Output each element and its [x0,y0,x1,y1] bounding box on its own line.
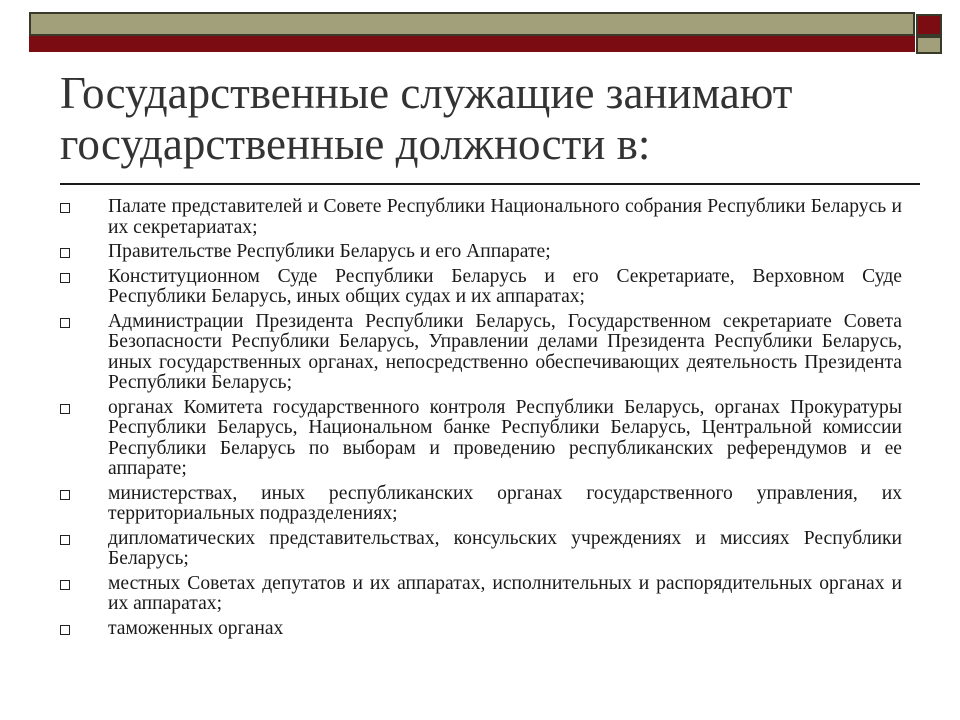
hollow-square-bullet-icon [60,580,70,590]
hollow-square-bullet-icon [60,625,70,635]
hollow-square-bullet-icon [60,203,70,213]
list-item-text: местных Советах депутатов и их аппаратах, исполнительных и распорядительных органах и их аппаратах; [108,572,902,614]
header-decoration-bar [29,12,915,52]
header-olive-stripe [29,12,915,36]
list-item [60,398,902,480]
slide-title: Государственные служащие занимают государственные должности в: [60,68,793,169]
title-divider [60,183,920,185]
list-item [60,197,902,238]
list-item [60,619,902,640]
list-item-text: дипломатических представительствах, консульских учреждениях и миссиях Республики Беларусь; [108,527,902,569]
list-item [60,484,902,525]
list-item [60,242,902,263]
hollow-square-bullet-icon [60,273,70,283]
list-item-text: Администрации Президента Республики Беларусь, Государственном секретариате Совета Безопасности Республики Беларусь, Управлении делами Президента Республики Беларусь, иных государственных органах, непосредственно обеспечивающих деятельность Президента Республики Беларусь; [108,310,902,393]
hollow-square-bullet-icon [60,318,70,328]
list-item-text: министерствах, иных республиканских органах государственного управления, их территориальных подразделениях; [108,482,902,524]
list-item [60,267,902,308]
hollow-square-bullet-icon [60,490,70,500]
corner-square-red [916,14,942,36]
list-item-text: Правительстве Республики Беларусь и его Аппарате; [108,241,551,262]
bullet-list [60,197,902,643]
list-item-text: Палате представителей и Совете Республики Национального собрания Республики Беларусь и их секретариатах; [108,196,902,238]
hollow-square-bullet-icon [60,248,70,258]
list-item-text: Конституционном Суде Республики Беларусь и его Секретариате, Верховном Суде Республики Беларусь, иных общих судах и их аппаратах; [108,265,902,307]
list-item [60,574,902,615]
corner-square-olive [916,36,942,54]
hollow-square-bullet-icon [60,535,70,545]
hollow-square-bullet-icon [60,404,70,414]
list-item-text: таможенных органах [108,617,284,639]
list-item [60,312,902,394]
list-item-text: органах Комитета государственного контроля Республики Беларусь, органах Прокуратуры Республики Беларусь, Национальном банке Республики Беларусь, Центральной комиссии Республики Беларусь по выборам и проведению республиканских референдумов и ее аппарате; [108,396,902,479]
list-item [60,529,902,570]
